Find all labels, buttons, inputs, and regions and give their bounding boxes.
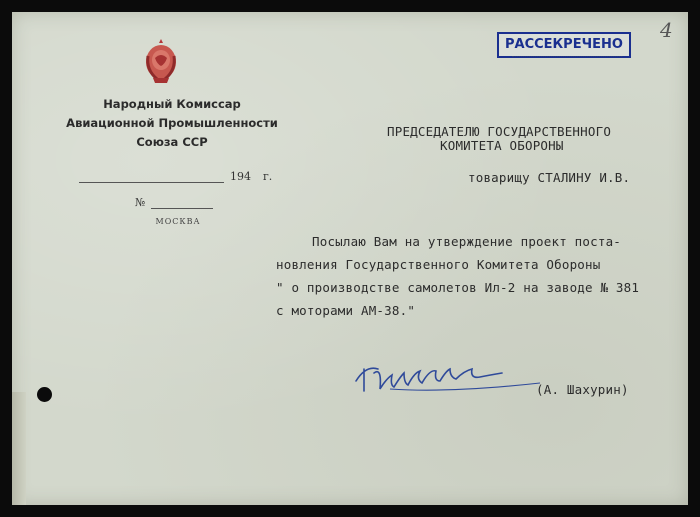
number-blank-line [151,208,213,209]
declassified-stamp: РАССЕКРЕЧЕНО [497,32,631,58]
letter-body-line: новления Государственного Комитета Обороны [276,257,601,272]
ussr-state-emblem-icon [141,38,181,86]
recipient-name: товарищу СТАЛИНУ И.В. [468,170,631,185]
signer-name: (А. Шахурин) [536,382,629,397]
punch-hole [37,387,52,402]
ministry-title-line: Авиационной Промышленности [66,116,278,130]
recipient-line: ПРЕДСЕДАТЕЛЮ ГОСУДАРСТВЕННОГО [387,124,612,139]
document-number-field [135,196,225,212]
letter-body-line: с моторами АМ-38." [276,303,416,318]
recipient-line: КОМИТЕТА ОБОРОНЫ [440,138,564,153]
number-label: № [135,196,146,209]
date-year: 194 [230,170,251,183]
letter-body-line: " о производстве самолетов Ил-2 на заводе № 381 [276,280,640,295]
city-label: МОСКВА [155,217,201,226]
date-field [67,170,280,188]
ministry-title-line: Народный Комиссар [103,97,241,111]
document-page [12,12,688,505]
ministry-title-line: Союза ССР [136,135,208,149]
handwritten-page-number: 4 [660,18,673,42]
faded-typed-text [512,56,622,65]
worn-paper-edge [12,392,26,505]
handwritten-signature [350,357,550,397]
ministry-header [52,95,292,152]
letter-body-line: Посылаю Вам на утверждение проект поста- [312,234,622,249]
date-blank-line [79,182,224,183]
date-year-suffix: г. [263,170,273,183]
